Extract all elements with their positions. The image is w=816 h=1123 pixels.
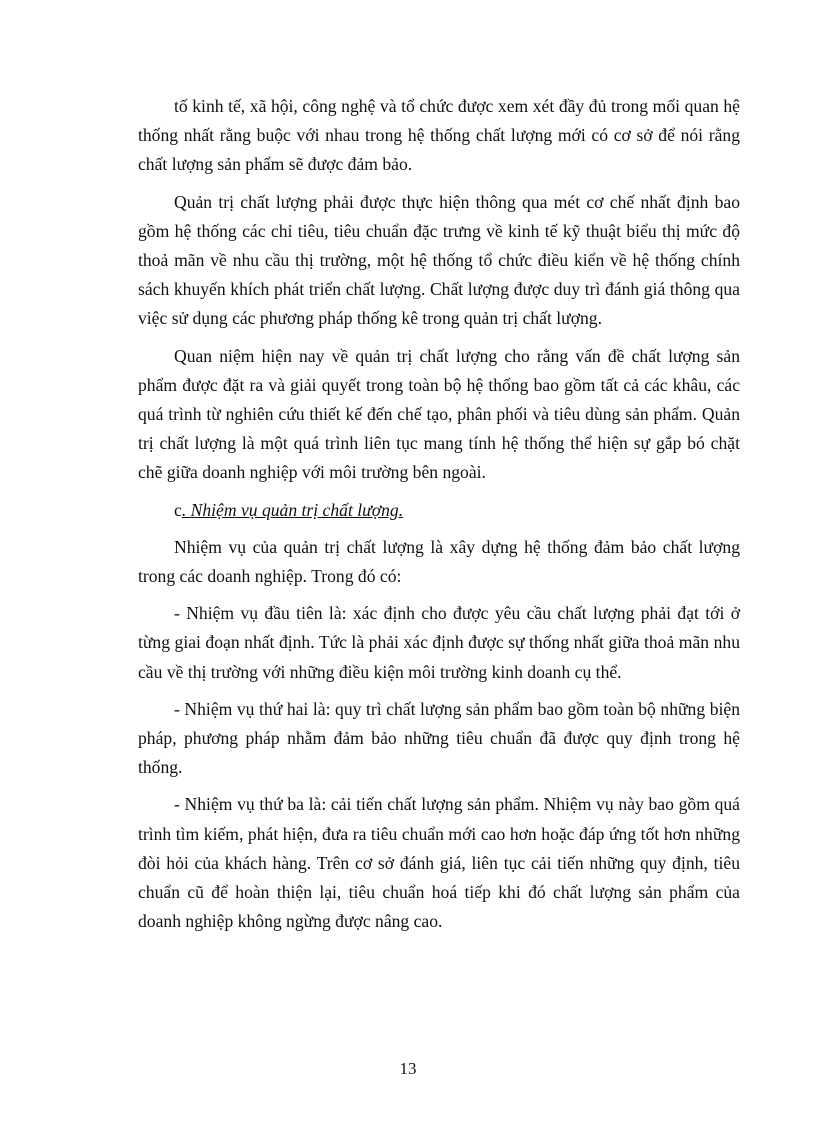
paragraph-quality-management-mechanism: Quản trị chất lượng phải được thực hiện thông qua mét cơ chế nhất định bao gồm hệ thống các chỉ tiêu, tiêu chuẩn đặc trưng về kinh tế kỹ thuật biểu thị mức độ thoả mãn về nhu cầu thị trường, một hệ thống tổ chức điều kiển về hệ thống chính sách khuyến khích phát triển chất lượng. Chất lượng được duy trì đánh giá thông qua việc sử dụng các phương pháp thống kê trong quản trị chất lượng. [138,191,740,329]
paragraph-task-third: - Nhiệm vụ thứ ba là: cải tiến chất lượng sản phẩm. Nhiệm vụ này bao gồm quá trình tìm kiếm, phát hiện, đưa ra tiêu chuẩn mới cao hơn hoặc đáp ứng tốt hơn những đòi hỏi của khách hàng. Trên cơ sở đánh giá, liên tục cải tiến những quy định, tiêu chuẩn cũ để hoàn thiện lại, tiêu chuẩn hoá tiếp khi đó chất lượng sản phẩm của doanh nghiệp không ngừng được nâng cao. [138,794,740,932]
document-body [138,92,740,944]
page-number: 13 [399,1059,417,1078]
section-heading [138,496,740,525]
paragraph-task-second: - Nhiệm vụ thứ hai là: quy trì chất lượng sản phẩm bao gồm toàn bộ những biện pháp, phương pháp nhằm đảm bảo những tiêu chuẩn đã được quy định trong hệ thống. [138,698,740,778]
section-heading-prefix: c [174,499,182,520]
paragraph-tasks-intro: Nhiệm vụ của quản trị chất lượng là xây dựng hệ thống đảm bảo chất lượng trong các doanh nghiệp. Trong đó có: [138,536,740,587]
section-heading-text: . Nhiệm vụ quản trị chất lượng. [181,499,404,520]
paragraph-current-concept: Quan niệm hiện nay về quản trị chất lượng cho rằng vấn đề chất lượng sản phẩm được đặt ra và giải quyết trong toàn bộ hệ thống bao gồm tất cả các khâu, các quá trình từ nghiên cứu thiết kế đến chế tạo, phân phối và tiêu dùng sản phẩm. Quản trị chất lượng là một quá trình liên tục mang tính hệ thống thể hiện sự gắp bó chặt chẽ giữa doanh nghiệp với môi trường bên ngoài. [138,345,740,483]
paragraph-continuation: tố kinh tế, xã hội, công nghệ và tổ chức được xem xét đầy đủ trong mối quan hệ thống nhất rằng buộc với nhau trong hệ thống chất lượng mới có cơ sở để nói rằng chất lượng sản phẩm sẽ được đảm bảo. [138,96,740,175]
paragraph-task-first: - Nhiệm vụ đầu tiên là: xác định cho được yêu cầu chất lượng phải đạt tới ở từng giai đoạn nhất định. Tức là phải xác định được sự thống nhất giữa thoả mãn nhu cầu về thị trường với những điều kiện môi trường kinh doanh cụ thể. [138,603,740,682]
